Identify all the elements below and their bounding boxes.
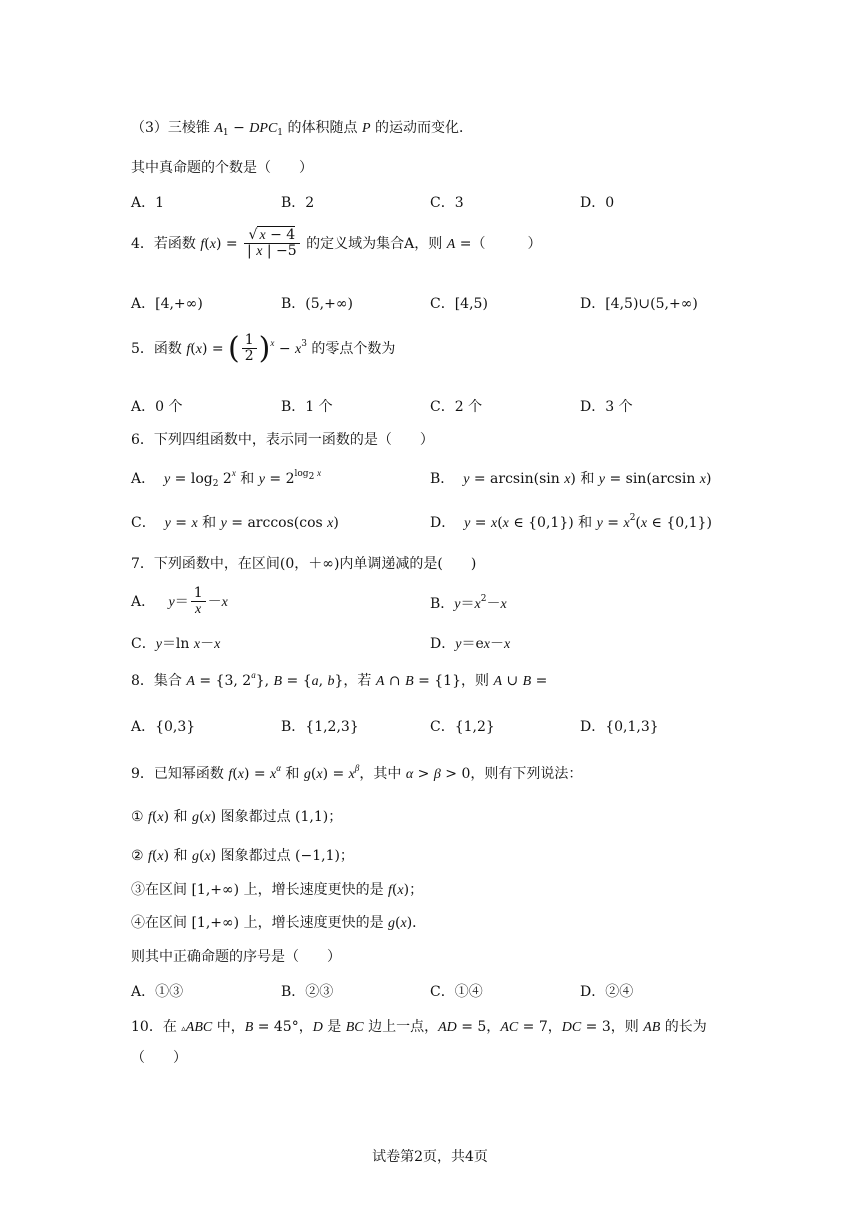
q9-option-d[interactable]: D．②④ bbox=[580, 984, 634, 1000]
q4-option-c[interactable]: C．[4,5) bbox=[430, 296, 488, 312]
q9-prompt: 则其中正确命题的序号是（ ） bbox=[131, 949, 341, 965]
q8-option-a[interactable]: A．{0,3} bbox=[131, 719, 196, 735]
q7-option-d[interactable]: D．y＝ex－x bbox=[430, 636, 511, 652]
q6-option-d[interactable]: D． y = x(x ∈ {0,1}) 和 $y = x^2(x$ ∈ {0,1}) bbox=[430, 513, 712, 531]
q8-option-c[interactable]: C．{1,2} bbox=[430, 719, 495, 735]
q3-option-c[interactable]: C．3 bbox=[430, 195, 464, 211]
q5-stem: 5．函数 f(x) = ( $\frac{1}{2}$ )$^x - x^3$ 的零点个数为 bbox=[131, 330, 396, 366]
q9-stem: 9．已知幂函数 $f(x) = x^\alpha$ 和 $g(x) = x^\beta$，其中 α > β > 0，则有下列说法： bbox=[131, 763, 583, 782]
q6-option-a[interactable]: A． $y = \log_2 2^x$ 和 $y = 2^{log_2 x}$ bbox=[131, 468, 322, 489]
q3-prompt: 其中真命题的个数是（ ） bbox=[131, 160, 313, 176]
q10-answer-paren: （ ） bbox=[131, 1050, 187, 1066]
item3-statement: （3）三棱锥 $A_1 - DPC_1$ 的体积随点 P 的运动而变化． bbox=[131, 120, 473, 138]
q7-option-b[interactable]: B．$y=x^2-x$ bbox=[430, 594, 507, 612]
q9-item-1: ① f(x) 和 g(x) 图象都过点 (1,1)； bbox=[131, 809, 343, 825]
page-footer: 试卷第2页，共4页 bbox=[372, 1149, 488, 1165]
q6-option-c[interactable]: C． y = x 和 y = arccos(cos x) bbox=[131, 515, 339, 531]
q8-stem: 8．集合 A = {3, 2$^a$}, B = {a, b}，若 A ∩ B = {1}，则 A ∪ B = bbox=[131, 670, 548, 689]
q4-option-a[interactable]: A．[4,+∞) bbox=[131, 296, 203, 312]
q9-option-b[interactable]: B．②③ bbox=[281, 984, 334, 1000]
q3-option-b[interactable]: B．2 bbox=[281, 195, 315, 211]
q8-option-d[interactable]: D．{0,1,3} bbox=[580, 719, 659, 735]
q6-option-b[interactable]: B． y = arcsin(sin x) 和 y = sin(arcsin x) bbox=[430, 471, 712, 487]
q4-option-b[interactable]: B．(5,+∞) bbox=[281, 296, 353, 312]
q8-option-b[interactable]: B．{1,2,3} bbox=[281, 719, 359, 735]
q10-stem: 10．在 ▵ABC 中，B = 45°，D 是 BC 边上一点，AD = 5，AC = 7，DC = 3，则 AB 的长为 bbox=[131, 1019, 707, 1035]
q9-item-2: ② f(x) 和 g(x) 图象都过点 (−1,1)； bbox=[131, 848, 354, 864]
q5-option-d[interactable]: D．3 个 bbox=[580, 399, 633, 415]
q4-option-d[interactable]: D．[4,5)∪(5,+∞) bbox=[580, 296, 698, 312]
q3-option-d[interactable]: D．0 bbox=[580, 195, 615, 211]
q7-stem: 7．下列函数中，在区间(0，＋∞)内单调递减的是( ) bbox=[131, 556, 477, 572]
q9-item-3: ③在区间 [1,+∞) 上，增长速度更快的是 f(x)； bbox=[131, 882, 424, 898]
q9-option-a[interactable]: A．①③ bbox=[131, 984, 184, 1000]
q9-option-c[interactable]: C．①④ bbox=[430, 984, 483, 1000]
q6-stem: 6．下列四组函数中，表示同一函数的是（ ） bbox=[131, 432, 434, 448]
q4-stem: 4．若函数 f(x) = $\frac{√ x - 4}{| x | -5}$ 的定义域为集合A，则 A =（ ） bbox=[131, 227, 542, 260]
q3-option-a[interactable]: A．1 bbox=[131, 195, 165, 211]
q7-option-a[interactable]: A． y＝ $\frac{1}{x}$ －x bbox=[131, 585, 228, 618]
q7-option-c[interactable]: C．y＝ln x－x bbox=[131, 636, 221, 652]
q5-option-b[interactable]: B．1 个 bbox=[281, 399, 333, 415]
q5-option-c[interactable]: C．2 个 bbox=[430, 399, 483, 415]
q5-option-a[interactable]: A．0 个 bbox=[131, 399, 183, 415]
q9-item-4: ④在区间 [1,+∞) 上，增长速度更快的是 g(x)． bbox=[131, 915, 427, 931]
